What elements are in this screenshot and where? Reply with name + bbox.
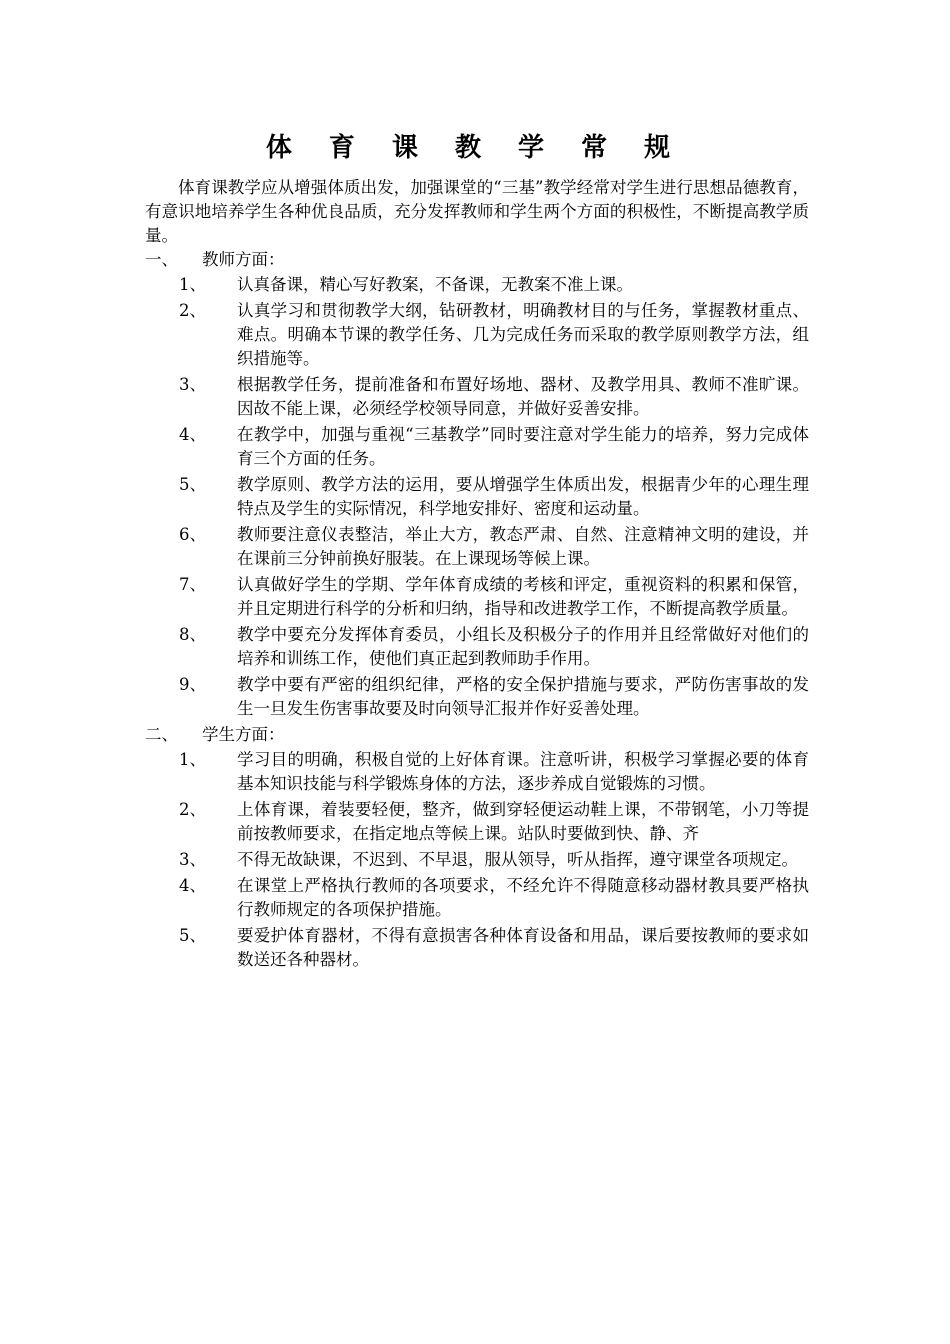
list-item: [145, 523, 809, 571]
item-number: 5、: [179, 926, 206, 945]
item-number: 1、: [179, 275, 206, 294]
section-number: 二、: [145, 725, 178, 744]
list-item: [145, 798, 809, 846]
document-body: [145, 176, 809, 974]
item-number: 6、: [179, 525, 206, 544]
list-item: [145, 423, 809, 471]
list-item: [145, 673, 809, 721]
section-teachers: [145, 248, 809, 721]
item-number: 3、: [179, 375, 206, 394]
list-item: [145, 924, 809, 972]
document-title: 体 育 课 教 学 常 规: [265, 133, 685, 163]
section-label: 教师方面：: [202, 250, 285, 269]
item-text: 认真做好学生的学期、学年体育成绩的考核和评定，重视资料的积累和保管，并且定期进行科学的分析和归纳，指导和改进教学工作，不断提高教学质量。: [237, 575, 809, 618]
item-text: 认真学习和贯彻教学大纲，钻研教材，明确教材目的与任务，掌握教材重点、难点。明确本节课的教学任务、几为完成任务而采取的教学原则教学方法，组织措施等。: [237, 301, 809, 368]
item-number: 4、: [179, 876, 206, 895]
section-heading: [145, 248, 809, 273]
item-number: 5、: [179, 475, 206, 494]
list-item: [145, 848, 809, 872]
section-number: 一、: [145, 250, 178, 269]
intro-paragraph: 体育课教学应从增强体质出发，加强课堂的“三基”教学经常对学生进行思想品德教育，有意识地培养学生各种优良品质，充分发挥教师和学生两个方面的积极性，不断提高教学质量。: [145, 178, 809, 245]
item-text: 认真备课，精心写好教案，不备课，无教案不准上课。: [237, 275, 633, 294]
section-students: [145, 723, 809, 972]
item-number: 8、: [179, 625, 206, 644]
item-text: 上体育课，着装要轻便，整齐，做到穿轻便运动鞋上课，不带钢笔，小刀等提前按教师要求，在指定地点等候上课。站队时要做到快、静、齐: [237, 800, 809, 843]
item-text: 学习目的明确，积极自觉的上好体育课。注意听讲，积极学习掌握必要的体育基本知识技能与科学锻炼身体的方法，逐步养成自觉锻炼的习惯。: [237, 750, 809, 793]
item-text: 在课堂上严格执行教师的各项要求，不经允许不得随意移动器材教具要严格执行教师规定的各项保护措施。: [237, 876, 809, 919]
item-number: 3、: [179, 850, 206, 869]
list-item: [145, 273, 809, 297]
list-item: [145, 874, 809, 922]
item-number: 4、: [179, 425, 206, 444]
list-item: [145, 748, 809, 796]
item-number: 2、: [179, 800, 206, 819]
section-label: 学生方面：: [202, 725, 285, 744]
item-text: 不得无故缺课，不迟到、不早退，服从领导，听从指挥，遵守课堂各项规定。: [237, 850, 798, 869]
list-item: [145, 623, 809, 671]
item-number: 2、: [179, 301, 206, 320]
list-item: [145, 573, 809, 621]
item-text: 在教学中，加强与重视“三基教学”同时要注意对学生能力的培养，努力完成体育三个方面的任务。: [237, 425, 809, 468]
item-text: 教学中要充分发挥体育委员，小组长及积极分子的作用并且经常做好对他们的培养和训练工作，使他们真正起到教师助手作用。: [237, 625, 809, 668]
item-number: 9、: [179, 675, 206, 694]
item-text: 教学原则、教学方法的运用，要从增强学生体质出发，根据青少年的心理生理特点及学生的实际情况，科学地安排好、密度和运动量。: [237, 475, 809, 518]
list-item: [145, 473, 809, 521]
item-number: 1、: [179, 750, 206, 769]
list-item: [145, 299, 809, 371]
item-text: 根据教学任务，提前准备和布置好场地、器材、及教学用具、教师不准旷课。因故不能上课，必须经学校领导同意，并做好妥善安排。: [237, 375, 809, 418]
list-item: [145, 373, 809, 421]
item-text: 要爱护体育器材，不得有意损害各种体育设备和用品，课后要按教师的要求如数送还各种器材。: [237, 926, 809, 969]
item-text: 教学中要有严密的组织纪律，严格的安全保护措施与要求，严防伤害事故的发生一旦发生伤害事故要及时向领导汇报并作好妥善处理。: [237, 675, 809, 718]
item-text: 教师要注意仪表整洁，举止大方，教态严肃、自然、注意精神文明的建设，并在课前三分钟前换好服装。在上课现场等候上课。: [237, 525, 809, 568]
item-number: 7、: [179, 575, 206, 594]
section-heading: [145, 723, 809, 748]
